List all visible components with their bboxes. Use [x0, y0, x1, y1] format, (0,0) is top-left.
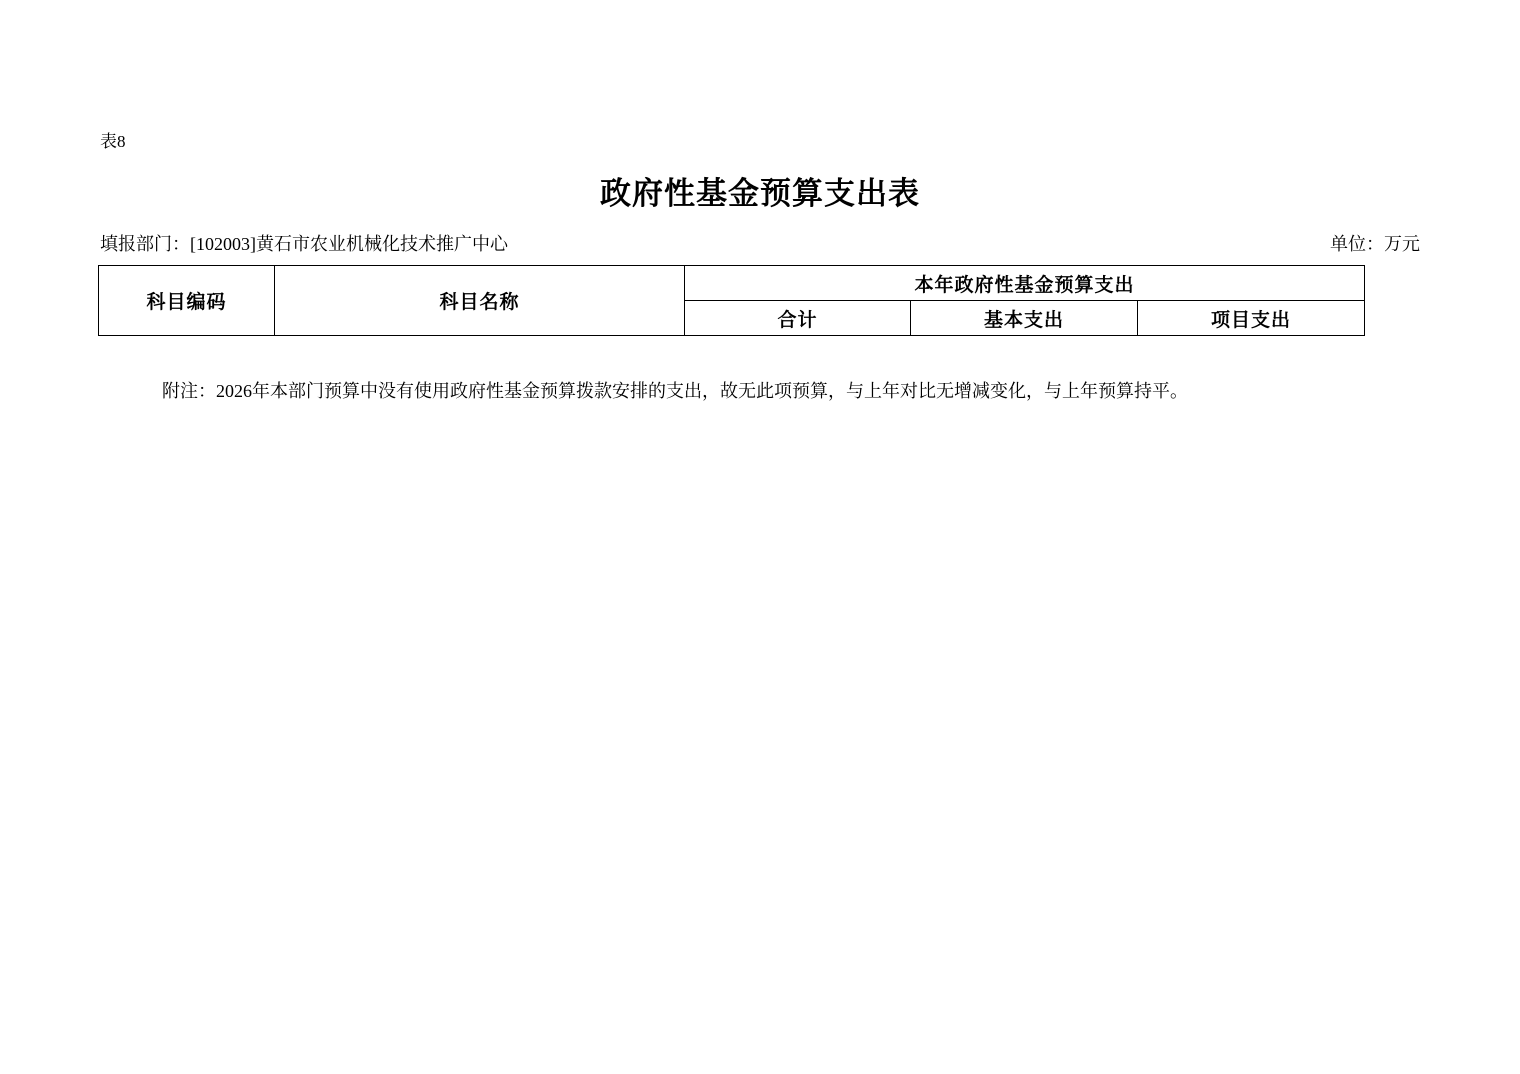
header-group-current-year: 本年政府性基金预算支出	[685, 266, 1365, 301]
header-basic-expenditure: 基本支出	[911, 301, 1138, 336]
budget-table	[98, 265, 1365, 336]
page-title: 政府性基金预算支出表	[600, 176, 920, 211]
table-header-row-1	[99, 266, 1365, 301]
header-subject-name: 科目名称	[275, 266, 685, 336]
header-subject-code: 科目编码	[99, 266, 275, 336]
header-project-expenditure: 项目支出	[1138, 301, 1365, 336]
meta-row	[100, 230, 1420, 254]
form-number: 表8	[100, 132, 126, 151]
header-total: 合计	[685, 301, 911, 336]
footnote: 附注：2026年本部门预算中没有使用政府性基金预算拨款安排的支出，故无此项预算，与上年对比无增减变化，与上年预算持平。	[162, 381, 1188, 401]
department-label: 填报部门：[102003]黄石市农业机械化技术推广中心	[100, 234, 508, 254]
unit-label: 单位：万元	[1330, 234, 1420, 254]
